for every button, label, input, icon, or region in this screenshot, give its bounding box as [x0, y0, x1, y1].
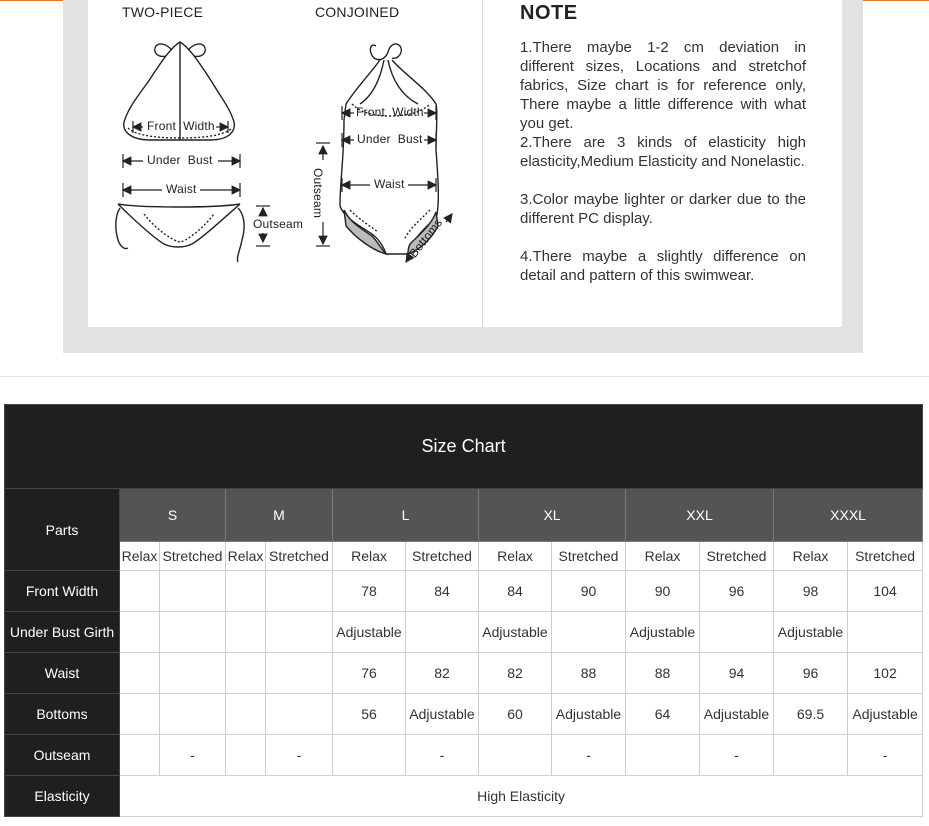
note-item-1: 1.There maybe 1-2 cm deviation in different sizes, Locations and stretchof fabrics, Size chart is for reference only, There maybe a little difference with what you get. — [520, 39, 806, 132]
sub-header-cell: Relax — [226, 542, 266, 571]
row-label: Bottoms — [5, 694, 120, 735]
table-cell — [160, 571, 226, 612]
sub-header-cell: Relax — [333, 542, 406, 571]
table-cell: - — [552, 735, 626, 776]
table-cell: 69.5 — [774, 694, 848, 735]
sub-header-cell: Stretched — [552, 542, 626, 571]
table-cell — [120, 735, 160, 776]
size-header-xxxl: XXXL — [774, 489, 923, 542]
note-item-3: 3.Color maybe lighter or darker due to the different PC display. — [520, 191, 806, 227]
table-cell: Adjustable — [552, 694, 626, 735]
table-cell: 102 — [848, 653, 923, 694]
table-cell — [333, 735, 406, 776]
table-cell — [626, 735, 700, 776]
table-row — [5, 571, 923, 612]
table-cell — [226, 735, 266, 776]
table-cell: 84 — [479, 571, 552, 612]
table-cell: Adjustable — [406, 694, 479, 735]
table-cell: 98 — [774, 571, 848, 612]
size-header-xl: XL — [479, 489, 626, 542]
conjoined-outseam-label: Outseam — [311, 167, 326, 219]
table-cell — [848, 612, 923, 653]
note-item-4: 4.There maybe a slightly difference on detail and pattern of this swimwear. — [520, 248, 806, 284]
two-piece-under-bust-label: Under Bust — [147, 153, 213, 167]
conjoined-front-width-label: Front Width — [356, 105, 424, 119]
table-cell: 56 — [333, 694, 406, 735]
size-chart-body — [5, 571, 923, 776]
conjoined-label: CONJOINED — [315, 4, 400, 20]
table-cell: - — [266, 735, 333, 776]
note-item-2: 2.There are 3 kinds of elasticity high elasticity,Medium Elasticity and Nonelastic. — [520, 134, 806, 170]
sub-header-cell: Stretched — [406, 542, 479, 571]
table-cell — [266, 694, 333, 735]
table-cell: 82 — [479, 653, 552, 694]
table-cell — [406, 612, 479, 653]
table-cell: 94 — [700, 653, 774, 694]
table-cell — [700, 612, 774, 653]
table-cell: 90 — [552, 571, 626, 612]
table-cell: 90 — [626, 571, 700, 612]
table-cell: 96 — [700, 571, 774, 612]
table-cell: Adjustable — [626, 612, 700, 653]
size-header-l: L — [333, 489, 479, 542]
table-cell: 60 — [479, 694, 552, 735]
two-piece-waist-label: Waist — [166, 182, 197, 196]
sub-header-cell: Relax — [774, 542, 848, 571]
size-chart-title: Size Chart — [5, 405, 923, 489]
size-header-s: S — [120, 489, 226, 542]
table-cell — [160, 694, 226, 735]
table-cell: 88 — [626, 653, 700, 694]
table-cell: - — [848, 735, 923, 776]
table-cell: 64 — [626, 694, 700, 735]
table-cell — [160, 653, 226, 694]
size-header-xxl: XXL — [626, 489, 774, 542]
table-cell: 76 — [333, 653, 406, 694]
table-cell — [266, 612, 333, 653]
one-piece-swimsuit-icon — [340, 44, 438, 254]
sub-header-cell: Stretched — [700, 542, 774, 571]
conjoined-waist-label: Waist — [374, 177, 405, 191]
conjoined-under-bust-label: Under Bust — [357, 132, 423, 146]
two-piece-label: TWO-PIECE — [122, 4, 204, 20]
table-cell — [266, 571, 333, 612]
table-cell — [120, 571, 160, 612]
sub-header-cell: Stretched — [266, 542, 333, 571]
table-cell — [774, 735, 848, 776]
table-row — [5, 612, 923, 653]
table-cell: 84 — [406, 571, 479, 612]
table-cell — [226, 653, 266, 694]
sub-header-cell: Relax — [120, 542, 160, 571]
table-cell: - — [160, 735, 226, 776]
table-cell: 96 — [774, 653, 848, 694]
table-cell: - — [700, 735, 774, 776]
two-piece-front-width-label: Front Width — [147, 119, 215, 133]
table-cell — [552, 612, 626, 653]
table-cell: 88 — [552, 653, 626, 694]
row-label: Outseam — [5, 735, 120, 776]
row-label: Front Width — [5, 571, 120, 612]
table-cell — [226, 694, 266, 735]
conjoined-bottoms-label: Bottoms — [406, 215, 446, 261]
table-cell — [120, 694, 160, 735]
table-cell — [160, 612, 226, 653]
sub-header-cell: Stretched — [848, 542, 923, 571]
sub-header-cell: Relax — [479, 542, 552, 571]
table-cell: 104 — [848, 571, 923, 612]
table-cell: - — [406, 735, 479, 776]
table-row — [5, 653, 923, 694]
parts-header: Parts — [5, 489, 120, 571]
two-piece-outseam-label: Outseam — [253, 217, 304, 231]
table-cell: 82 — [406, 653, 479, 694]
table-cell — [479, 735, 552, 776]
size-chart-table — [4, 404, 923, 817]
row-label: Under Bust Girth — [5, 612, 120, 653]
table-cell: Adjustable — [333, 612, 406, 653]
table-cell: 78 — [333, 571, 406, 612]
table-cell — [226, 571, 266, 612]
table-row — [5, 694, 923, 735]
table-cell — [120, 612, 160, 653]
table-cell: Adjustable — [700, 694, 774, 735]
size-header-m: M — [226, 489, 333, 542]
table-cell — [226, 612, 266, 653]
elasticity-label: Elasticity — [5, 776, 120, 817]
table-cell: Adjustable — [848, 694, 923, 735]
table-cell: Adjustable — [479, 612, 552, 653]
sub-header-cell: Relax — [626, 542, 700, 571]
table-row — [5, 735, 923, 776]
table-cell — [120, 653, 160, 694]
note-title: NOTE — [520, 2, 578, 24]
elasticity-value: High Elasticity — [120, 776, 923, 817]
table-cell: Adjustable — [774, 612, 848, 653]
sub-header-cell: Stretched — [160, 542, 226, 571]
bikini-bottom-icon — [116, 204, 244, 262]
table-cell — [266, 653, 333, 694]
sub-header-row — [5, 542, 923, 571]
row-label: Waist — [5, 653, 120, 694]
